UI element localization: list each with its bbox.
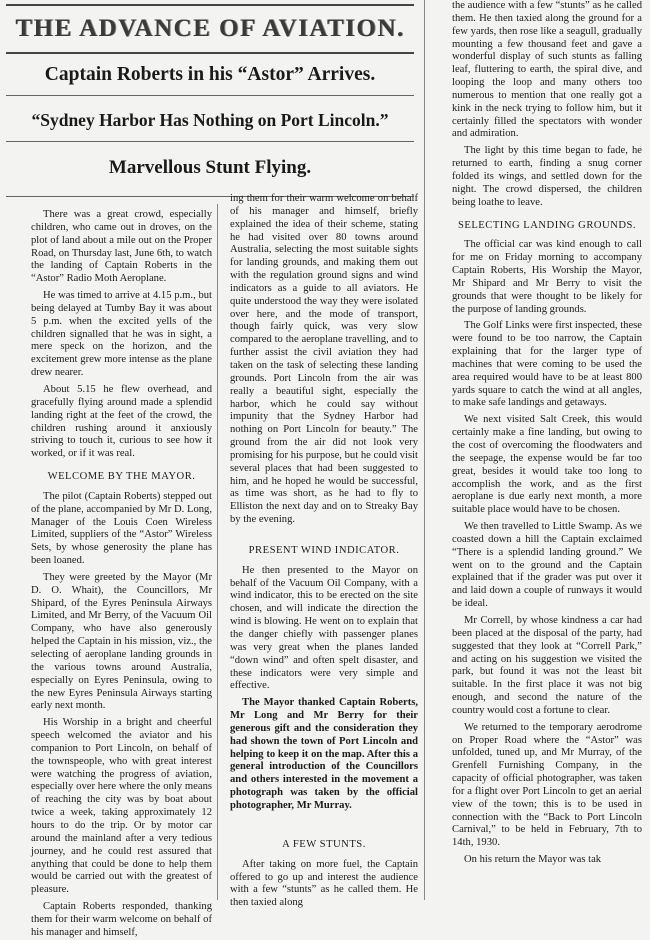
paragraph: Captain Roberts responded, thanking them for their warm welcome on behalf of his manager and himself, [31, 901, 212, 938]
column-1 [31, 209, 212, 938]
paragraph: We then travelled to Little Swamp. As we coasted down a hill the Captain exclaimed “There is a splendid landing ground.” We went on to the ground and the Captain explained that if the grader was put over it and laid down a couple of runways it would be ideal. [452, 521, 642, 610]
paragraph: We returned to the temporary aerodrome on Proper Road where the “Astor” was unfolded, tuned up, and Mr Murray, of the Grenfell Furnishing Company, in the capacity of official photographer, was taken for a flight over Port Lincoln to get an aerial view of the town; this is to be used in connection with the “Back to Port Lincoln Carnival,” to be held in February, 7th to 14th, 1930. [452, 721, 642, 849]
paragraph: The official car was kind enough to call for me on Friday morning to accompany Captain Roberts, His Worship the Mayor, Mr Shipard and Mr Berry to visit the grounds that were thought to be likely for the purpose of landing grounds. [452, 239, 642, 315]
headline-stunt-flying: Marvellous Stunt Flying. [108, 157, 312, 178]
paragraph: We next visited Salt Creek, this would certainly make a fine landing, but owing to the cost of overcoming the floodwaters and the seepage, the expense would be far too great, besides it would take too long to accomplish the work, and as the first aeroplane is due early next month, a more suitable place would have to be chosen. [452, 414, 642, 516]
subheading-wind-indicator: PRESENT WIND INDICATOR. [248, 544, 400, 556]
column-2 [230, 193, 418, 909]
paragraph: the audience with a few “stunts” as he called them. He then taxied along the ground for a few yards, then rose like a seagull, gradually mounting a few thousand feet and gave a wonderful display of such stunts as falling leaf, fluttering to earth, the spiral dive, and looping the loop and many others too numerous to mention that one really got a kink in the neck trying to follow him, but it certainly filled the spectators with wonder and admiration. [452, 0, 642, 140]
headline-arrival: Captain Roberts in his “Astor” Arrives. [44, 64, 376, 85]
paragraph: His Worship in a bright and cheerful speech welcomed the aviator and his companion to Port Lincoln, on behalf of the townspeople, who with great interest were watching the progress of aviation, especially over here where the only means of reaching the city was by boat about twice a week, taking approximately 12 hours to do the trip. Or by motor car around the mainland after a very tedious journey, and he could rest assured that anything that could be done to help them would be carried out with the greatest of pleasure. [31, 717, 212, 896]
column-rule-2 [424, 0, 425, 900]
paragraph: On his return the Mayor was tak [464, 854, 602, 866]
paragraph: Mr Correll, by whose kindness a car had been placed at the disposal of the party, had suggested that they look at “Correll Park,” and acting on his suggestion we visited the park, but found it was not the least bit suitable. In the first place it was not big enough, and second the nature of the country would cost a fortune to clear. [452, 614, 642, 716]
headline-rule-1 [6, 95, 414, 96]
column-rule-1 [217, 204, 218, 900]
paragraph: The pilot (Captain Roberts) stepped out of the plane, accompanied by Mr D. Long, Manager of the Louis Coen Wireless Limited, suppliers of the “Astor” Wireless Sets, by whose generosity the plane has been loaned. [31, 490, 212, 567]
subheading-landing-grounds: SELECTING LANDING GROUNDS. [457, 219, 637, 231]
subheading-welcome: WELCOME BY THE MAYOR. [47, 471, 196, 483]
paragraph: He then presented to the Mayor on behalf of the Vacuum Oil Company, with a wind indicator, this to be erected on the site chosen, and will indicate the direction the wind is blowing. He went on to explain that the danger chiefly with passenger planes was very great when the planes landed “down wind” and often spelt disaster, and these indicators were very simple and effective. [230, 564, 418, 692]
headline-harbor: “Sydney Harbor Has Nothing on Port Lincoln.” [31, 110, 389, 130]
paragraph: They were greeted by the Mayor (Mr D. O. Whait), the Councillors, Mr Shipard, of the Eyres Peninsula Airways Limited, and Mr Berry, of the Vacuum Oil Company, who have also generously helped the Captain in his mission, viz., the selecting of aeroplane landing grounds in the various towns around Australia, especially on Eyres Peninsula, owing to the new Eyres Peninsula Airways starting early next month. [31, 571, 212, 712]
paragraph: The Mayor thanked Captain Roberts, Mr Long and Mr Berry for their generous gift and the consideration they had shown the town of Port Lincoln and helping to keep it on the map. After this a general introduction of the Councillors and others interested in the movement a photograph was taken by the official photographer, Mr Murray. [230, 697, 418, 811]
paragraph: The Golf Links were first inspected, these were found to be too narrow, the Captain explaining that for the larger type of machines that were coming to be used the area required would have to be at least 800 yards square to catch the wind at all angles, to make safe landings and getaways. [452, 320, 642, 409]
subheading-few-stunts: A FEW STUNTS. [282, 838, 366, 850]
paragraph: After taking on more fuel, the Captain offered to go up and interest the audience with a few “stunts” as he called them. He then taxied along [230, 858, 418, 909]
paragraph: He was timed to arrive at 4.15 p.m., but being delayed at Tumby Bay it was about 5 p.m. when the excited yells of the children signalled that he was in sight, a mere speck on the horizon, and the excitement grew more intense as the plane drew nearer. [31, 290, 212, 379]
masthead: THE ADVANCE OF AVIATION. [6, 4, 414, 54]
paragraph: About 5.15 he flew overhead, and gracefully flying around made a splendid landing right at the feet of the crowd, the children rushing around it anxiously striving to touch it, curious to see how it worked, or if it was real. [31, 383, 212, 460]
paragraph: There was a great crowd, especially children, who came out in droves, on the plot of land about a mile out on the Proper Road, on Thursday last, June 6th, to watch the landing of Captain Roberts in the “Astor” Radio Moth Aeroplane. [31, 209, 212, 285]
headline-rule-2 [6, 141, 414, 142]
column-3 [452, 0, 642, 900]
paragraph: The light by this time began to fade, he returned to earth, finding a snug corner folded its wings, and settled down for the night. The crowd dispersed, the children being loathe to leave. [452, 145, 642, 208]
paragraph: ing them for their warm welcome on behalf of his manager and himself, briefly explained the idea of their scheme, stating he had visited over 80 towns around Australia, selecting the most suitable sights for landing grounds, and making them out with the regulation ground signs and wind indicators as a guide to all aviators. He quite understood the way they were isolated over here, and the mode of transport, though fairly quick, was very slow compared to the aeroplane travelling, and to further assist the civil aviation they had taken on the task of selecting these landing grounds. Port Lincoln from the air was really a beautiful sight, especially the harbor, which he could say without impunity that the Sydney Harbor had nothing on Port Lincoln for beauty.” The ground from the air did not look very promising for his purpose, but he could visit several places that had been suggested to him, and he hoped he would be successful, as time was short, as he had to fly to Elliston the next day and on to Streaky Bay by the evening. [230, 193, 418, 526]
